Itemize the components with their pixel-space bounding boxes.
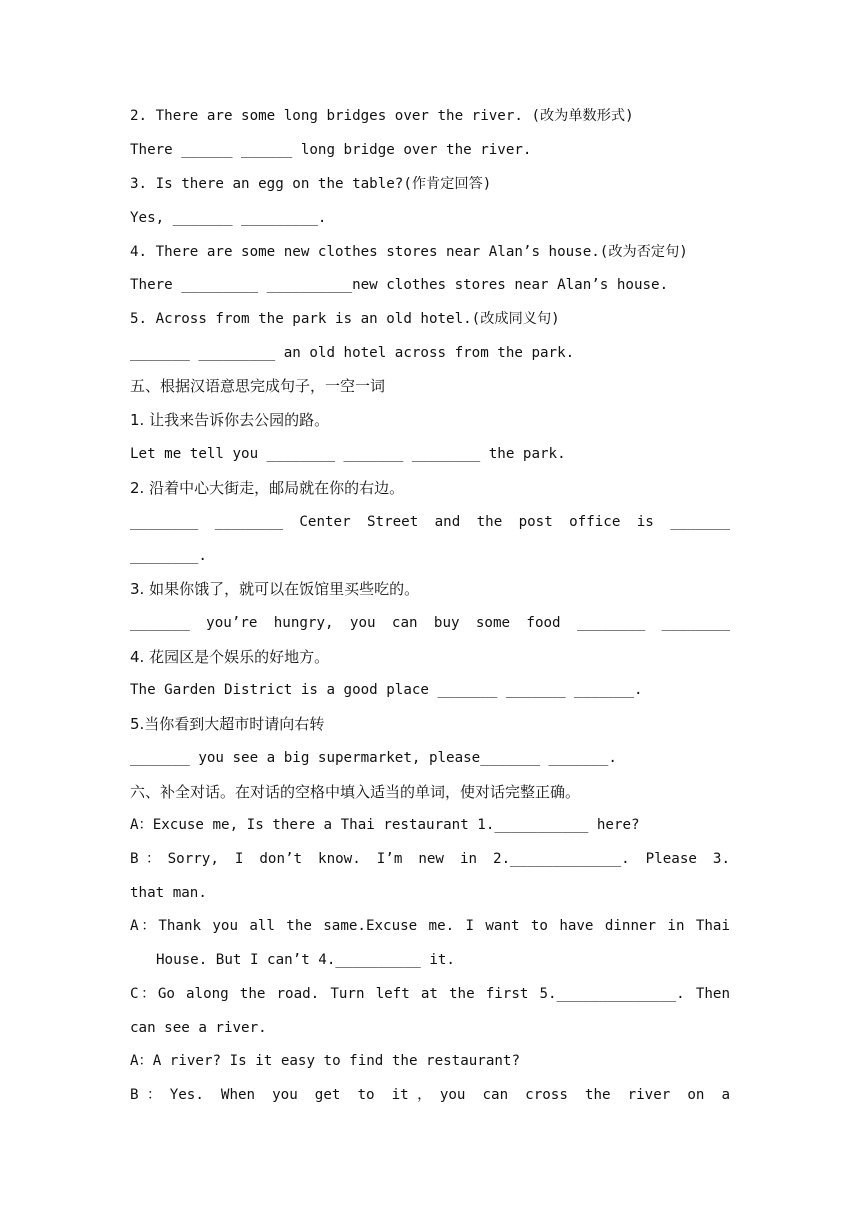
s5-q2-chinese: 2. 沿着中心大街走，邮局就在你的右边。 [130, 479, 405, 497]
q4-instruction: 4. There are some new clothes stores near Alan’s house.(改为否定句) [130, 244, 688, 260]
dialogue-line-c1-continued: can see a river. [130, 1020, 267, 1036]
q5-instruction: 5. Across from the park is an old hotel.(改成同义句) [130, 311, 560, 327]
dialogue-line-b1: B：Sorry, I don’t know. I’m new in 2._____________. Please 3. [130, 851, 730, 867]
s5-q1-chinese: 1. 让我来告诉你去公园的路。 [130, 411, 330, 429]
q5-answer-line: _______ _________ an old hotel across from the park. [130, 345, 575, 361]
section-6-heading: 六、补全对话。在对话的空格中填入适当的单词，使对话完整正确。 [130, 783, 581, 801]
s5-q5-answer-line: _______ you see a big supermarket, please_______ _______. [130, 750, 617, 766]
section-5-heading: 五、根据汉语意思完成句子，一空一词 [130, 377, 386, 395]
dialogue-line-b1-continued: that man. [130, 885, 207, 901]
q2-instruction: 2. There are some long bridges over the river. (改为单数形式) [130, 108, 634, 124]
s5-q2-answer-line-continued: ________. [130, 548, 207, 564]
q3-instruction: 3. Is there an egg on the table?(作肯定回答) [130, 176, 492, 192]
s5-q2-answer-line: ________ ________ Center Street and the post office is _______ [130, 514, 730, 530]
dialogue-line-a2-continued: House. But I can’t 4.__________ it. [156, 952, 455, 968]
s5-q3-chinese: 3. 如果你饿了，就可以在饭馆里买些吃的。 [130, 580, 420, 598]
s5-q4-answer-line: The Garden District is a good place _______ _______ _______. [130, 682, 643, 698]
q2-answer-line: There ______ ______ long bridge over the river. [130, 142, 532, 158]
dialogue-line-a2: A：Thank you all the same.Excuse me. I want to have dinner in Thai [130, 918, 730, 934]
s5-q4-chinese: 4. 花园区是个娱乐的好地方。 [130, 648, 330, 666]
q4-answer-line: There _________ __________new clothes stores near Alan’s house. [130, 277, 669, 293]
dialogue-line-b2: B：Yes. When you get to it，you can cross the river on a [130, 1087, 730, 1103]
dialogue-line-a3: A：A river? Is it easy to find the restaurant? [130, 1053, 521, 1069]
dialogue-line-a1: A：Excuse me, Is there a Thai restaurant 1.___________ here? [130, 817, 640, 833]
q3-answer-line: Yes, _______ _________. [130, 210, 327, 226]
s5-q3-answer-line: _______ you’re hungry, you can buy some food ________ ________ [130, 615, 730, 631]
dialogue-line-c1: C：Go along the road. Turn left at the first 5.______________. Then [130, 986, 730, 1002]
s5-q1-answer-line: Let me tell you ________ _______ ________ the park. [130, 446, 566, 462]
s5-q5-chinese: 5.当你看到大超市时请向右转 [130, 715, 325, 733]
